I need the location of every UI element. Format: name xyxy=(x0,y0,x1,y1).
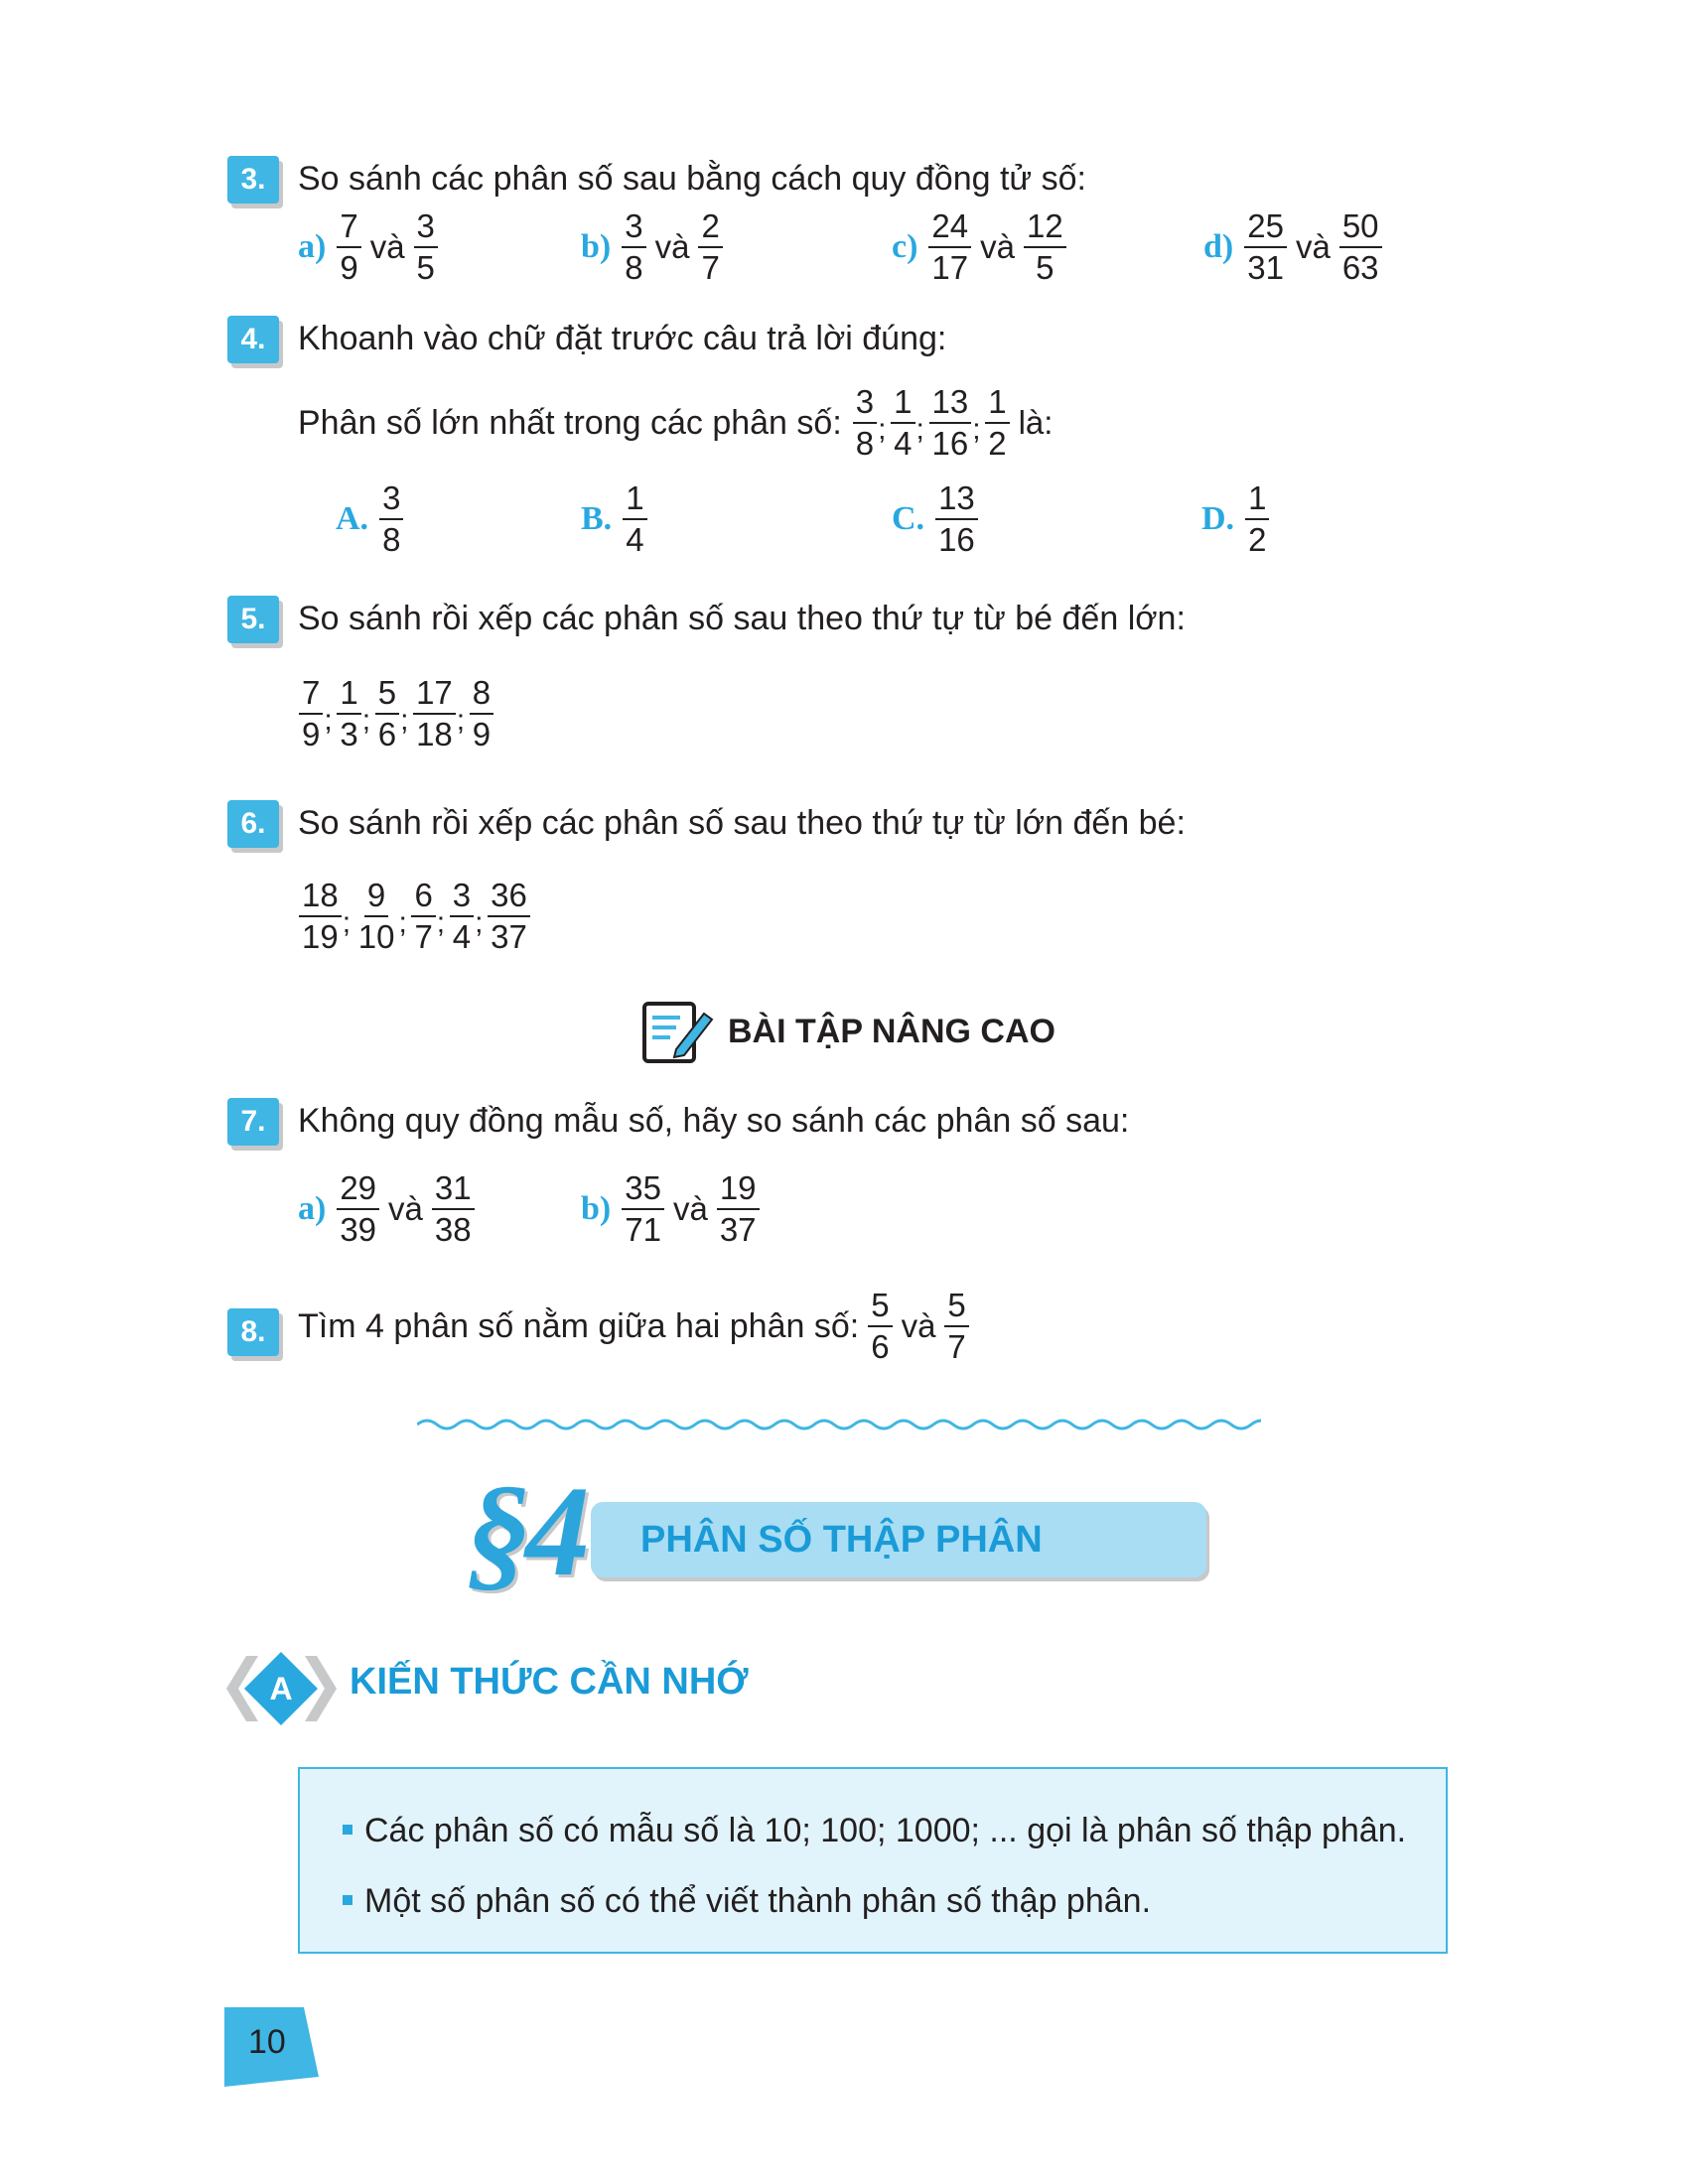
fraction xyxy=(929,382,972,464)
separator: ; xyxy=(342,906,352,939)
item-label: a) xyxy=(298,228,327,265)
and-word: và xyxy=(1295,228,1331,265)
numerator: 31 xyxy=(432,1168,475,1210)
denominator: 37 xyxy=(719,1211,757,1248)
separator: ; xyxy=(915,413,924,446)
denominator: 19 xyxy=(302,918,339,955)
denominator: 7 xyxy=(947,1328,966,1365)
fraction xyxy=(985,382,1009,464)
fraction xyxy=(623,478,646,560)
q3-item-c xyxy=(892,206,1069,288)
denominator: 6 xyxy=(871,1328,890,1365)
question-number-3: 3. xyxy=(227,156,279,204)
numerator: 7 xyxy=(337,206,360,248)
denominator: 7 xyxy=(701,249,720,286)
fraction xyxy=(470,673,493,754)
fraction xyxy=(355,876,398,957)
advanced-exercises-heading xyxy=(640,998,1055,1065)
section-a-badge-icon xyxy=(224,1648,339,1729)
advanced-exercises-title: BÀI TẬP NÂNG CAO xyxy=(728,1012,1055,1050)
denominator: 2 xyxy=(988,425,1007,462)
fraction xyxy=(944,1286,968,1367)
numerator: 1 xyxy=(623,478,646,520)
numerator: 1 xyxy=(891,382,914,424)
denominator: 5 xyxy=(416,249,435,286)
denominator: 5 xyxy=(1036,249,1055,286)
fraction xyxy=(1339,206,1382,288)
fraction xyxy=(414,206,438,288)
question-number-8: 8. xyxy=(227,1308,279,1356)
fraction xyxy=(299,876,342,957)
numerator: 3 xyxy=(379,478,403,520)
separator: ; xyxy=(436,906,446,939)
denominator: 9 xyxy=(340,249,358,286)
numerator: 36 xyxy=(488,876,530,917)
knowledge-box xyxy=(298,1767,1448,1954)
denominator: 31 xyxy=(1247,249,1284,286)
separator: ; xyxy=(878,413,887,446)
item-label: b) xyxy=(581,1190,612,1227)
and-word: và xyxy=(901,1307,936,1344)
and-word: và xyxy=(388,1190,423,1227)
denominator: 18 xyxy=(416,716,453,752)
fraction xyxy=(622,1168,664,1250)
wavy-divider xyxy=(417,1415,1261,1434)
fraction xyxy=(337,1168,379,1250)
option-b[interactable] xyxy=(581,478,650,560)
prompt-end: là: xyxy=(1018,404,1054,441)
section-title: PHÂN SỐ THẬP PHÂN xyxy=(640,1519,1043,1561)
badge-letter: A xyxy=(269,1671,293,1706)
numerator: 5 xyxy=(944,1286,968,1327)
numerator: 18 xyxy=(299,876,342,917)
question-8-text: Tìm 4 phân số nằm giữa hai phân số: xyxy=(298,1306,860,1345)
denominator: 10 xyxy=(357,918,395,955)
fraction xyxy=(337,206,360,288)
q7-item-b xyxy=(581,1168,763,1250)
q8-line xyxy=(298,1286,972,1367)
numerator: 5 xyxy=(375,673,399,715)
fraction xyxy=(413,673,456,754)
denominator: 17 xyxy=(931,249,969,286)
denominator: 6 xyxy=(377,716,397,752)
separator: ; xyxy=(972,413,981,446)
denominator: 8 xyxy=(382,521,401,558)
fraction xyxy=(622,206,645,288)
fraction xyxy=(337,673,360,754)
numerator: 24 xyxy=(928,206,971,248)
numerator: 12 xyxy=(1024,206,1066,248)
denominator: 7 xyxy=(414,918,433,955)
numerator: 35 xyxy=(622,1168,664,1210)
fraction xyxy=(935,478,978,560)
numerator: 1 xyxy=(985,382,1009,424)
prompt-text: Phân số lớn nhất trong các phân số: xyxy=(298,403,842,442)
separator: ; xyxy=(361,704,371,737)
fraction xyxy=(698,206,722,288)
fraction xyxy=(1244,206,1287,288)
item-label: b) xyxy=(581,228,612,265)
numerator: 13 xyxy=(935,478,978,520)
question-3-text: So sánh các phân số sau bằng cách quy đồng tử số: xyxy=(298,160,1086,198)
denominator: 16 xyxy=(931,425,969,462)
fraction xyxy=(379,478,403,560)
fraction xyxy=(411,876,435,957)
fraction xyxy=(450,876,474,957)
numerator: 3 xyxy=(414,206,438,248)
numerator: 17 xyxy=(413,673,456,715)
numerator: 6 xyxy=(411,876,435,917)
denominator: 9 xyxy=(472,716,492,752)
denominator: 3 xyxy=(340,716,358,752)
knowledge-bullet-1: Các phân số có mẫu số là 10; 100; 1000; ... gọi là phân số thập phân. xyxy=(343,1809,1406,1852)
item-label: a) xyxy=(298,1190,327,1227)
item-label: d) xyxy=(1203,228,1234,265)
question-number-7: 7. xyxy=(227,1098,279,1146)
numerator: 3 xyxy=(622,206,645,248)
knowledge-bullet-2: Một số phân số có thể viết thành phân số thập phân. xyxy=(343,1879,1151,1923)
denominator: 37 xyxy=(491,918,527,955)
numerator: 50 xyxy=(1339,206,1382,248)
and-word: và xyxy=(672,1190,708,1227)
numerator: 19 xyxy=(717,1168,760,1210)
and-word: và xyxy=(369,228,405,265)
knowledge-title: KIẾN THỨC CẦN NHỚ xyxy=(350,1661,749,1703)
notepad-pencil-icon xyxy=(640,998,714,1065)
numerator: 3 xyxy=(450,876,474,917)
option-c[interactable] xyxy=(892,478,981,560)
numerator: 13 xyxy=(929,382,972,424)
fraction xyxy=(1245,478,1269,560)
fraction xyxy=(375,673,399,754)
option-label: C. xyxy=(892,500,925,537)
and-word: và xyxy=(980,228,1015,265)
denominator: 8 xyxy=(625,249,643,286)
numerator: 5 xyxy=(868,1286,892,1327)
item-label: c) xyxy=(892,228,918,265)
denominator: 4 xyxy=(894,425,913,462)
q3-item-a xyxy=(298,206,441,288)
page-number: 10 xyxy=(248,2023,286,2061)
question-number-6: 6. xyxy=(227,800,279,848)
fraction xyxy=(432,1168,475,1250)
question-4-text: Khoanh vào chữ đặt trước câu trả lời đúng: xyxy=(298,320,947,357)
numerator: 2 xyxy=(698,206,722,248)
option-a[interactable] xyxy=(336,478,406,560)
numerator: 8 xyxy=(470,673,493,715)
question-number-5: 5. xyxy=(227,596,279,643)
option-label: B. xyxy=(581,500,613,537)
fraction xyxy=(891,382,914,464)
q4-prompt xyxy=(298,382,1058,464)
fraction xyxy=(299,673,323,754)
numerator: 1 xyxy=(337,673,360,715)
numerator: 9 xyxy=(364,876,388,917)
numerator: 25 xyxy=(1244,206,1287,248)
denominator: 38 xyxy=(434,1211,472,1248)
denominator: 63 xyxy=(1341,249,1379,286)
fraction xyxy=(488,876,530,957)
section-number: §4 xyxy=(467,1460,584,1603)
question-7-text: Không quy đồng mẫu số, hãy so sánh các phân số sau: xyxy=(298,1102,1130,1140)
denominator: 8 xyxy=(855,425,875,462)
fraction xyxy=(717,1168,760,1250)
denominator: 4 xyxy=(452,918,472,955)
fraction xyxy=(928,206,971,288)
denominator: 71 xyxy=(625,1211,661,1248)
numerator: 7 xyxy=(299,673,323,715)
separator: ; xyxy=(400,704,409,737)
question-5-text: So sánh rồi xếp các phân số sau theo thứ tự từ bé đến lớn: xyxy=(298,600,1186,637)
and-word: và xyxy=(654,228,690,265)
numerator: 1 xyxy=(1245,478,1269,520)
denominator: 16 xyxy=(938,521,975,558)
option-label: A. xyxy=(336,500,369,537)
denominator: 2 xyxy=(1248,521,1267,558)
fraction xyxy=(853,382,877,464)
numerator: 29 xyxy=(337,1168,379,1210)
q6-fraction-list xyxy=(296,876,533,957)
denominator: 9 xyxy=(302,716,321,752)
separator: ; xyxy=(475,906,484,939)
denominator: 4 xyxy=(626,521,644,558)
q3-item-b xyxy=(581,206,726,288)
question-number-4: 4. xyxy=(227,316,279,363)
option-label: D. xyxy=(1201,500,1235,537)
denominator: 39 xyxy=(340,1211,377,1248)
fraction xyxy=(1024,206,1066,288)
separator: ; xyxy=(324,704,333,737)
numerator: 3 xyxy=(853,382,877,424)
q3-item-d xyxy=(1203,206,1385,288)
q5-fraction-list xyxy=(296,673,496,754)
q7-item-a xyxy=(298,1168,478,1250)
separator: ; xyxy=(398,906,407,939)
question-6-text: So sánh rồi xếp các phân số sau theo thứ tự từ lớn đến bé: xyxy=(298,804,1186,842)
separator: ; xyxy=(456,704,466,737)
fraction xyxy=(868,1286,892,1367)
option-d[interactable] xyxy=(1201,478,1272,560)
